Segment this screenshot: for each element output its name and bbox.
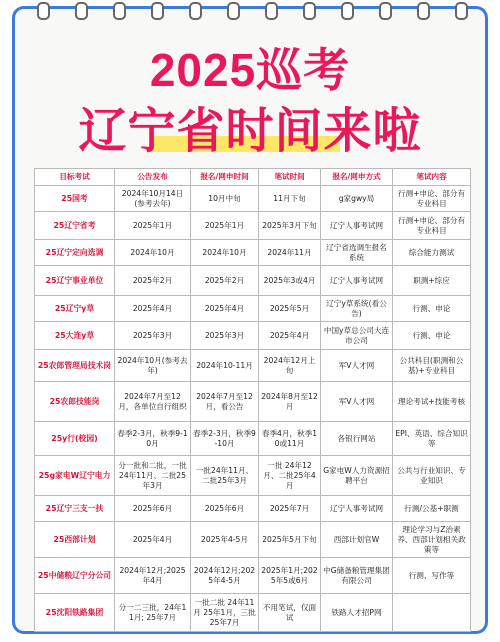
table-row [35, 350, 471, 382]
table-cell: 2024年10月14日(参考去年) [115, 186, 191, 212]
table-cell: 2025年3月 [191, 322, 259, 350]
table-cell: 2024年12月上旬 [259, 350, 321, 382]
table-row [35, 212, 471, 240]
table-cell: 2024年10月(参考去年) [115, 350, 191, 382]
table-cell: 2025年4月 [115, 296, 191, 322]
table-cell: 行测、写作等 [393, 558, 471, 594]
table-row [35, 186, 471, 212]
table-cell: 2025年6月 [115, 496, 191, 522]
binder-ring-icon [265, 2, 278, 20]
exam-name-cell: 25辽宁y草 [35, 296, 115, 322]
table-cell: 行测、申论 [393, 322, 471, 350]
table-cell: 理论考试+技能考核 [393, 382, 471, 422]
table-cell: 2024年12月;2025年4-5月 [191, 558, 259, 594]
table-cell: 理论学习与Z治素养、西部计划相关政策等 [393, 522, 471, 558]
exam-name-cell: 25大连y草 [35, 322, 115, 350]
exam-name-cell: 25辽宁定向选调 [35, 240, 115, 266]
exam-name-cell: 25沈阳铁路集团 [35, 594, 115, 632]
exam-name-cell: 25辽宁三支一扶 [35, 496, 115, 522]
table-cell: 综合能力测试 [393, 240, 471, 266]
binder-ring-icon [303, 2, 316, 20]
exam-name-cell: 25辽宁事业单位 [35, 266, 115, 296]
header-registration-method: 报名/网申方式 [321, 169, 393, 186]
table-cell: 一批 24年12月、二批25年4月 [259, 456, 321, 496]
exam-schedule-table [34, 168, 471, 632]
table-cell: 2025年4月 [191, 296, 259, 322]
table-cell: 辽宁省选调生报名系统 [321, 240, 393, 266]
table-row [35, 422, 471, 456]
exam-name-cell: 25农郎管理局技术岗 [35, 350, 115, 382]
table-cell: 2024年8月至12月 [259, 382, 321, 422]
table-cell: 行测/公基+职测 [393, 496, 471, 522]
table-cell: 2025年1月 [115, 212, 191, 240]
table-cell: 分一二三批，24年11月; 25年7月 [115, 594, 191, 632]
table-cell: 2025年3月 [115, 322, 191, 350]
table-cell: 2025年2月 [191, 266, 259, 296]
table-cell: 2025年5月 [259, 296, 321, 322]
table-cell: G家电W人力资源招聘平台 [321, 456, 393, 496]
table-row [35, 456, 471, 496]
header-registration-time: 报名/网申时间 [191, 169, 259, 186]
table-cell: 春季4月，秋季10或11月 [259, 422, 321, 456]
binder-ring-icon [37, 2, 50, 20]
table-cell: 2025年1月;2025年5或6月 [259, 558, 321, 594]
exam-name-cell: 25g家电W辽宁电力 [35, 456, 115, 496]
page-title-line1: 2025巡考 [149, 44, 351, 96]
table-cell: 2024年12月;2025年4月 [115, 558, 191, 594]
table-cell: 辽宁人事考试网 [321, 212, 393, 240]
table-row [35, 240, 471, 266]
table-cell: 军V人才网 [321, 350, 393, 382]
binder-ring-icon [189, 2, 202, 20]
binder-ring-icon [455, 2, 468, 20]
table-cell: 分一批和二批，一批24年11月、二批25年3月 [115, 456, 191, 496]
table-cell: 2025年2月 [115, 266, 191, 296]
exam-name-cell: 25西部计划 [35, 522, 115, 558]
table-cell: 辽宁y草系统(看公告) [321, 296, 393, 322]
table-cell: 2025年7月 [259, 496, 321, 522]
binder-ring-icon [151, 2, 164, 20]
table-cell: EPI、英语、综合知识等 [393, 422, 471, 456]
binder-ring-icon [113, 2, 126, 20]
table-cell: 辽宁人事考试网 [321, 266, 393, 296]
table-header-row [35, 169, 471, 186]
header-written-exam-time: 笔试时间 [259, 169, 321, 186]
header-exam-content: 笔试内容 [393, 169, 471, 186]
binder-ring-icon [379, 2, 392, 20]
table-row [35, 594, 471, 632]
table-cell: 2024年11月 [259, 240, 321, 266]
table-cell: 2024年10-11月 [191, 350, 259, 382]
table-cell: 一批24年11月、二批25年3月 [191, 456, 259, 496]
header-announcement: 公告发布 [115, 169, 191, 186]
binder-ring-icon [75, 2, 88, 20]
table-cell [393, 594, 471, 632]
binder-ring-icon [417, 2, 430, 20]
exam-name-cell: 25国考 [35, 186, 115, 212]
table-cell: 2025年4月 [259, 322, 321, 350]
table-cell: 铁路人才招P网 [321, 594, 393, 632]
table-cell: 2025年4-5月 [191, 522, 259, 558]
page-title-line2: 辽宁省时间来啦 [78, 105, 422, 158]
table-cell: 2024年7月至12月，各单位自行组织 [115, 382, 191, 422]
table-cell: 行测、申论 [393, 296, 471, 322]
table-cell: 军V人才网 [321, 382, 393, 422]
table-cell: 春季2-3月，秋季9-10月 [191, 422, 259, 456]
exam-name-cell: 25辽宁省考 [35, 212, 115, 240]
table-cell: 2025年3月下旬 [259, 212, 321, 240]
table-row [35, 558, 471, 594]
table-row [35, 382, 471, 422]
table-cell: 行测+申论、部分有专业科目 [393, 212, 471, 240]
table-cell: 2024年7月至12月，看公告 [191, 382, 259, 422]
table-cell: 行测+申论、部分有专业科目 [393, 186, 471, 212]
table-cell: 辽宁人事考试网 [321, 496, 393, 522]
exam-name-cell: 25中储粮辽宁分公司 [35, 558, 115, 594]
binder-ring-icon [227, 2, 240, 20]
table-cell: 职测+综应 [393, 266, 471, 296]
table-cell: 中G储备粮管理集团有限公司 [321, 558, 393, 594]
table-cell: 10月中旬 [191, 186, 259, 212]
table-cell: 2025年5月下旬 [259, 522, 321, 558]
table-cell: g家gwy局 [321, 186, 393, 212]
table-cell: 公共与行业知识、专业知识 [393, 456, 471, 496]
table-cell: 2025年1月 [191, 212, 259, 240]
header-target-exam: 目标考试 [35, 169, 115, 186]
binder-ring-icon [341, 2, 354, 20]
table-row [35, 496, 471, 522]
table-row [35, 266, 471, 296]
table-cell: 2024年10月 [115, 240, 191, 266]
table-cell: 西部计划官W [321, 522, 393, 558]
table-cell: 不用笔试，仅面试 [259, 594, 321, 632]
table-cell: 11月下旬 [259, 186, 321, 212]
table-cell: 中国y草总公司大连市公司 [321, 322, 393, 350]
table-cell: 各银行网站 [321, 422, 393, 456]
table-cell: 2025年6月 [191, 496, 259, 522]
exam-name-cell: 25y行(校园) [35, 422, 115, 456]
table-cell: 2025年4月 [115, 522, 191, 558]
exam-name-cell: 25农郎技能岗 [35, 382, 115, 422]
table-cell: 春季2-3月，秋季9-10月 [115, 422, 191, 456]
table-cell: 公共科目(职测和公基)+专业科目 [393, 350, 471, 382]
table-cell: 一批二批 24年11月 25年1月，三批25年7月 [191, 594, 259, 632]
table-cell: 2024年10月 [191, 240, 259, 266]
table-row [35, 296, 471, 322]
table-cell: 2025年3或4月 [259, 266, 321, 296]
table-row [35, 322, 471, 350]
table-row [35, 522, 471, 558]
